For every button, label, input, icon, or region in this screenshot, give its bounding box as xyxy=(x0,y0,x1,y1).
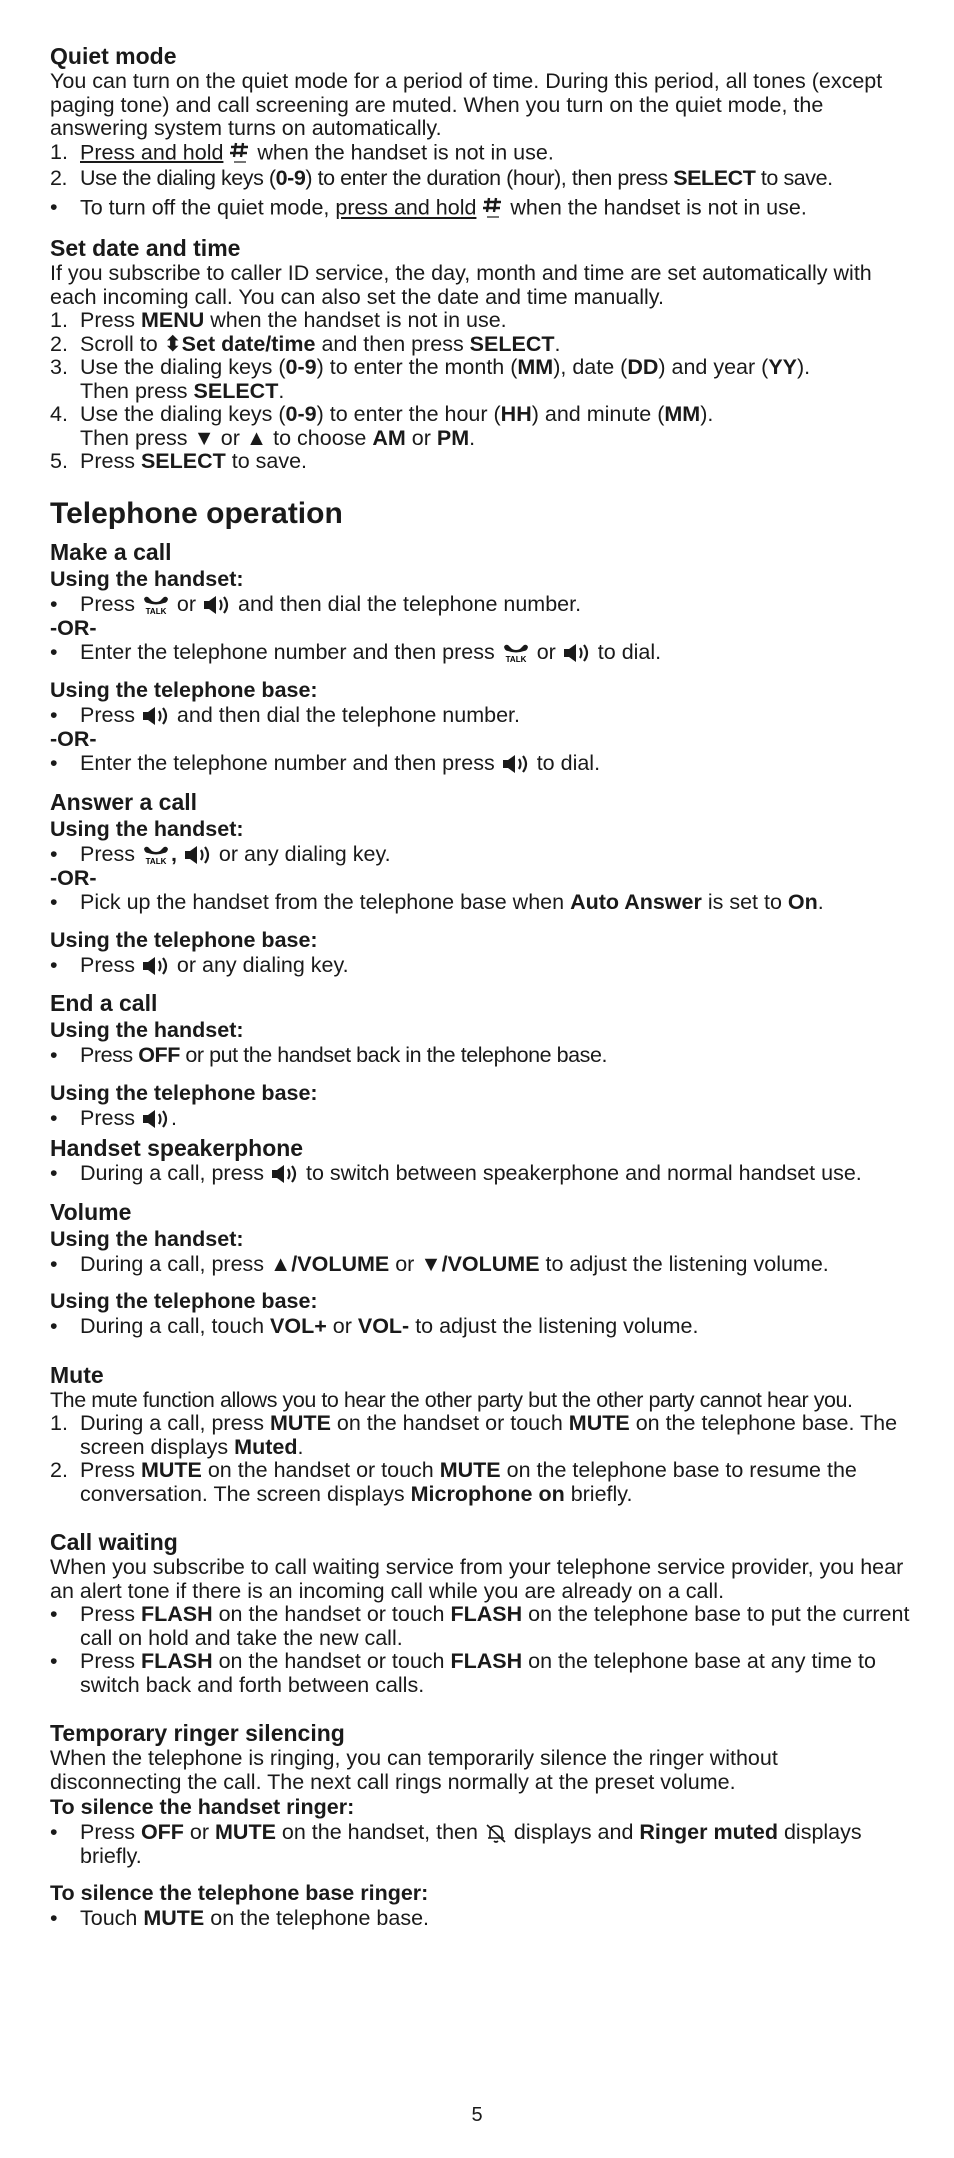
pound-quiet-key-icon xyxy=(229,141,251,167)
call-waiting-bullet-2: • Press FLASH on the handset or touch FLASH on the telephone base at any time to switch back and forth between calls. xyxy=(50,1649,876,1697)
answer-call-base-subheading: Using the telephone base: xyxy=(50,927,318,952)
talk-key-icon xyxy=(141,594,171,616)
volume-heading: Volume xyxy=(50,1198,132,1225)
speaker-key-icon xyxy=(562,642,592,664)
answer-call-heading: Answer a call xyxy=(50,788,198,815)
mute-step-1: 1. During a call, press MUTE on the handset or touch MUTE on the telephone base. The screen displays Muted. xyxy=(50,1411,898,1459)
mute-intro: The mute function allows you to hear the other party but the other party cannot hear you. xyxy=(50,1387,853,1412)
date-step-3: 3. Use the dialing keys (0-9) to enter the month (MM), date (DD) and year (YY). Then press SELECT. xyxy=(50,355,811,403)
base-ringer-subheading: To silence the telephone base ringer: xyxy=(50,1881,429,1905)
end-call-heading: End a call xyxy=(50,990,158,1016)
end-call-base-subheading: Using the telephone base: xyxy=(50,1080,318,1105)
quiet-step-1: 1. Press and hold when the handset is not in use. xyxy=(50,141,914,167)
ringer-off-icon xyxy=(484,1822,508,1844)
pound-quiet-key-icon xyxy=(482,196,504,222)
speaker-key-icon xyxy=(141,955,171,977)
call-waiting-intro: When you subscribe to call waiting service from your telephone service provider, you hear an alert tone if there is an incoming call while you are already on a call. xyxy=(50,1555,904,1603)
telephone-operation-heading: Telephone operation xyxy=(50,496,343,530)
speaker-key-icon xyxy=(202,594,232,616)
down-arrow-icon: ▼ xyxy=(193,425,215,450)
answer-call-base-bullet-1: • Press or any dialing key. xyxy=(50,952,349,977)
date-step-1: 1. Press MENU when the handset is not in use. xyxy=(50,308,507,332)
or-divider: -OR- xyxy=(50,616,97,640)
date-time-intro: If you subscribe to caller ID service, the day, month and time are set automatically with each incoming call. You can also set the date and time manually. xyxy=(50,261,872,309)
call-waiting-heading: Call waiting xyxy=(50,1529,178,1555)
ringer-silencing-heading: Temporary ringer silencing xyxy=(50,1720,345,1746)
mute-step-2: 2. Press MUTE on the handset or touch MUTE on the telephone base to resume the conversation. The screen displays Microphone on briefly. xyxy=(50,1458,857,1506)
handset-ringer-bullet: • Press OFF or MUTE on the handset, then displays and Ringer muted displays briefly. xyxy=(50,1820,862,1868)
end-call-handset-bullet-1: • Press OFF or put the handset back in the telephone base. xyxy=(50,1043,607,1067)
make-call-base-bullet-1: • Press and then dial the telephone number. xyxy=(50,702,520,727)
end-call-base-bullet-1: • Press . xyxy=(50,1105,177,1130)
up-down-arrow-icon: ⬍ xyxy=(163,331,182,356)
make-call-handset-bullet-2: • Enter the telephone number and then press TALK or to dial. xyxy=(50,640,662,665)
make-call-base-subheading: Using the telephone base: xyxy=(50,677,318,702)
svg-text:TALK: TALK xyxy=(505,655,527,665)
page-number: 5 xyxy=(471,2104,483,2126)
volume-handset-bullet: • During a call, press ▲/VOLUME or ▼/VOLUME to adjust the listening volume. xyxy=(50,1251,829,1276)
date-step-4: 4. Use the dialing keys (0-9) to enter the hour (HH) and minute (MM). Then press ▼ or ▲ to choose AM or PM. xyxy=(50,402,714,450)
up-arrow-icon: ▲ xyxy=(270,1251,292,1276)
speaker-key-icon xyxy=(141,1108,171,1130)
speaker-key-icon xyxy=(141,705,171,727)
speaker-key-icon xyxy=(270,1163,300,1185)
make-call-base-bullet-2: • Enter the telephone number and then press to dial. xyxy=(50,751,601,775)
or-divider: -OR- xyxy=(50,866,97,890)
base-ringer-bullet: • Touch MUTE on the telephone base. xyxy=(50,1906,430,1930)
date-step-5: 5. Press SELECT to save. xyxy=(50,449,308,473)
handset-ringer-subheading: To silence the handset ringer: xyxy=(50,1795,355,1819)
speakerphone-heading: Handset speakerphone xyxy=(50,1135,304,1161)
up-arrow-icon: ▲ xyxy=(245,425,268,450)
speaker-key-icon xyxy=(183,844,213,866)
speakerphone-bullet: • During a call, press to switch between speakerphone and normal handset use. xyxy=(50,1161,862,1185)
speaker-key-icon xyxy=(501,753,531,775)
make-call-handset-subheading: Using the handset: xyxy=(50,566,244,591)
answer-call-handset-bullet-1: • Press TALK , or any dialing key. xyxy=(50,841,391,866)
answer-call-handset-subheading: Using the handset: xyxy=(50,816,244,841)
call-waiting-bullet-1: • Press FLASH on the handset or touch FLASH on the telephone base to put the current call on hold and take the new call. xyxy=(50,1602,910,1650)
date-step-2: 2. Scroll to ⬍Set date/time and then press SELECT. xyxy=(50,331,561,356)
end-call-handset-subheading: Using the handset: xyxy=(50,1018,244,1042)
svg-text:TALK: TALK xyxy=(145,606,167,616)
make-call-handset-bullet-1: • Press TALK or and then dial the telephone number. xyxy=(50,591,582,616)
date-time-heading: Set date and time xyxy=(50,235,241,261)
or-divider: -OR- xyxy=(50,727,97,751)
talk-key-icon xyxy=(141,844,171,866)
down-arrow-icon: ▼ xyxy=(420,1251,442,1276)
volume-base-bullet: • During a call, touch VOL+ or VOL- to adjust the listening volume. xyxy=(50,1314,699,1338)
quiet-mode-heading: Quiet mode xyxy=(50,43,177,69)
svg-text:TALK: TALK xyxy=(145,856,167,866)
answer-call-handset-bullet-2: • Pick up the handset from the telephone base when Auto Answer is set to On. xyxy=(50,890,824,914)
ringer-silencing-intro: When the telephone is ringing, you can temporarily silence the ringer without disconnecting the call. The next call rings normally at the preset volume. xyxy=(50,1746,778,1794)
quiet-step-2: 2. Use the dialing keys (0-9) to enter the duration (hour), then press SELECT to save. xyxy=(50,165,833,190)
quiet-mode-intro: You can turn on the quiet mode for a period of time. During this period, all tones (except paging tone) and call screening are muted. When you turn on the quiet mode, the answering system turns on automatically. xyxy=(50,69,883,140)
volume-handset-subheading: Using the handset: xyxy=(50,1226,244,1251)
volume-base-subheading: Using the telephone base: xyxy=(50,1289,318,1313)
make-call-heading: Make a call xyxy=(50,538,172,565)
talk-key-icon xyxy=(501,642,531,664)
mute-heading: Mute xyxy=(50,1361,104,1388)
quiet-bullet: • To turn off the quiet mode, press and hold when the handset is not in use. xyxy=(50,196,914,222)
